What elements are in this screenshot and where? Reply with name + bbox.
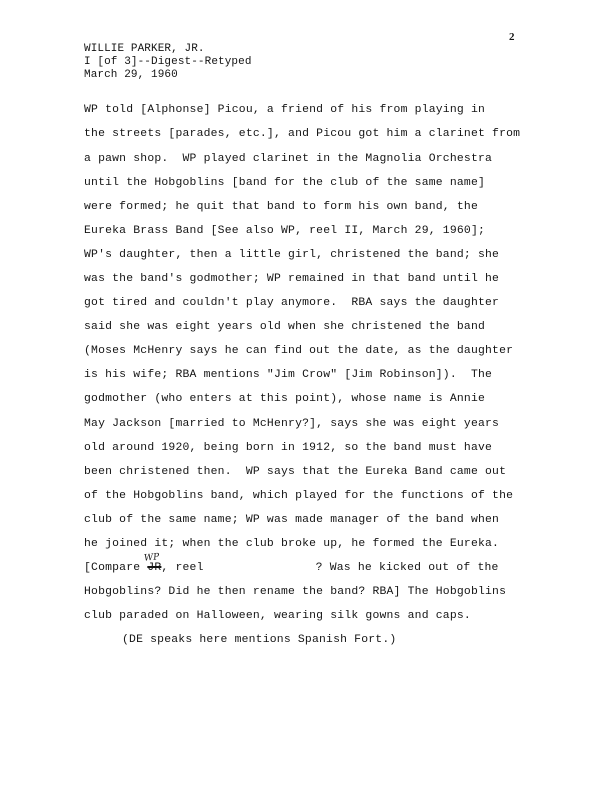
- page-number: 2: [509, 31, 515, 43]
- interview-date: March 29, 1960: [84, 69, 178, 81]
- compare-line: [84, 562, 499, 574]
- struck-text: JR: [147, 562, 162, 574]
- body-line: the streets [parades, etc.], and Picou got him a clarinet from: [84, 128, 521, 140]
- final-note: (DE speaks here mentions Spanish Fort.): [122, 634, 397, 646]
- body-line: old around 1920, being born in 1912, so the band must have: [84, 442, 493, 454]
- body-line: WP told [Alphonse] Picou, a friend of his from playing in: [84, 104, 486, 116]
- body-line: Hobgoblins? Did he then rename the band? RBA] The Hobgoblins: [84, 586, 507, 598]
- document-header: [84, 43, 252, 82]
- body-line: club paraded on Halloween, wearing silk gowns and caps.: [84, 610, 471, 622]
- body-line: was the band's godmother; WP remained in that band until he: [84, 273, 500, 285]
- reel-info: I [of 3]--Digest--Retyped: [84, 56, 252, 68]
- body-line: May Jackson [married to McHenry?], says she was eight years: [84, 418, 500, 430]
- body-line: Eureka Brass Band [See also WP, reel II, March 29, 1960];: [84, 225, 486, 237]
- body-line: got tired and couldn't play anymore. RBA says the daughter: [84, 297, 500, 309]
- body-line: is his wife; RBA mentions "Jim Crow" [Jim Robinson]). The: [84, 369, 493, 381]
- compare-pre: [Compare: [84, 562, 148, 574]
- body-line: godmother (who enters at this point), whose name is Annie: [84, 393, 486, 405]
- body-line: said she was eight years old when she christened the band: [84, 321, 486, 333]
- body-line: club of the same name; WP was made manager of the band when: [84, 514, 500, 526]
- body-line: been christened then. WP says that the Eureka Band came out: [84, 466, 507, 478]
- body-line: WP's daughter, then a little girl, christened the band; she: [84, 249, 500, 261]
- body-line: he joined it; when the club broke up, he formed the Eureka.: [84, 538, 500, 550]
- interviewee-name: WILLIE PARKER, JR.: [84, 43, 205, 55]
- body-line: of the Hobgoblins band, which played for the functions of the: [84, 490, 514, 502]
- compare-post: ? Was he kicked out of the: [315, 562, 499, 574]
- body-line: were formed; he quit that band to form his own band, the: [84, 201, 478, 213]
- handwritten-note: WP: [143, 552, 160, 564]
- body-line: a pawn shop. WP played clarinet in the Magnolia Orchestra: [84, 153, 493, 165]
- compare-mid: , reel: [161, 562, 204, 574]
- body-line: until the Hobgoblins [band for the club of the same name]: [84, 177, 486, 189]
- body-line: (Moses McHenry says he can find out the date, as the daughter: [84, 345, 514, 357]
